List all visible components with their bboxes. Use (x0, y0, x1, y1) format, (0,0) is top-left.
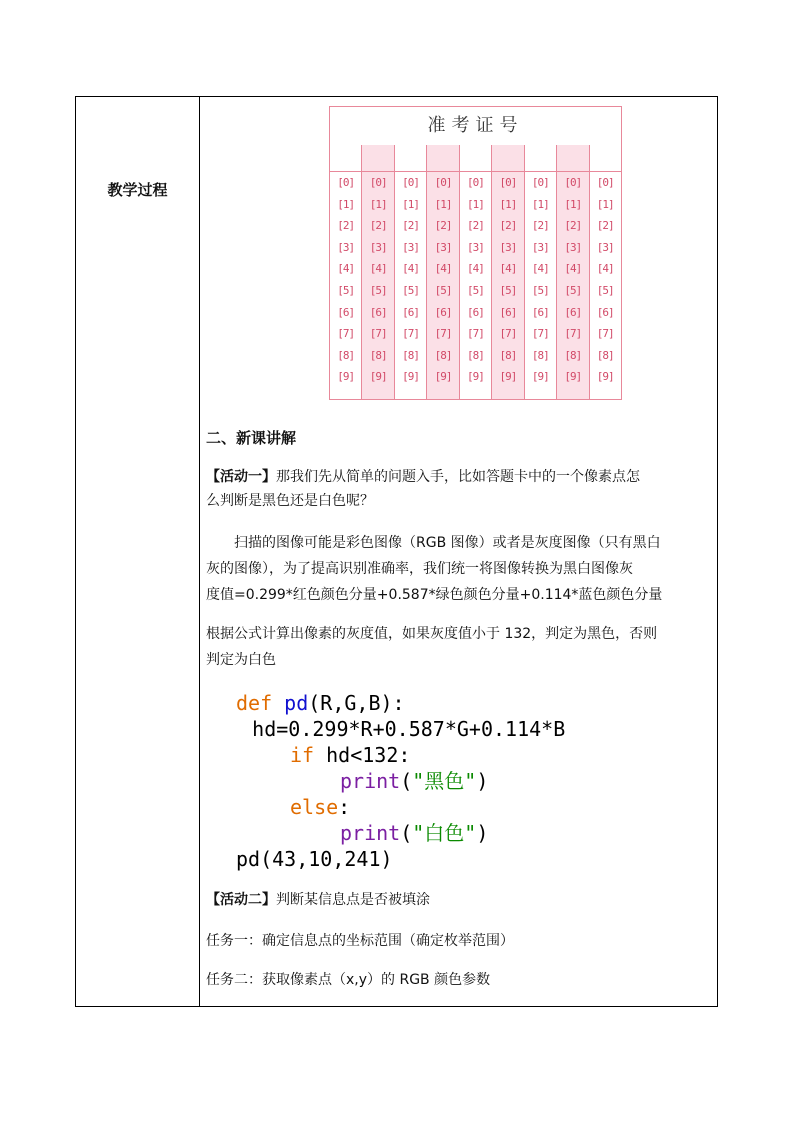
digit-bubble: [0] (564, 176, 582, 189)
sheet-column (395, 145, 427, 399)
digit-bubble: [1] (467, 197, 484, 211)
digit-bubble: [3] (596, 240, 614, 254)
para2-line1: 根据公式计算出像素的灰度值，如果灰度值小于 132，判定为黑色，否则 (206, 626, 658, 642)
digit-bubble: [5] (596, 283, 614, 297)
activity2-line (206, 888, 430, 912)
digit-bubble: [3] (434, 240, 452, 254)
sheet-column (525, 145, 557, 399)
sheet-columns (330, 145, 621, 399)
task2: 任务二：获取像素点（x,y）的 RGB 颜色参数 (206, 972, 491, 988)
digit-bubble: [4] (564, 262, 582, 276)
digit-bubble: [4] (402, 262, 420, 276)
sheet-column-header (492, 145, 523, 172)
digit-bubble: [9] (596, 370, 614, 384)
digit-bubble: [7] (434, 327, 452, 341)
digit-bubble: [6] (402, 305, 420, 319)
sheet-column-header (330, 145, 361, 172)
digit-bubble: [1] (499, 197, 517, 211)
digit-bubble: [9] (434, 370, 452, 384)
digit-bubble: [4] (531, 262, 549, 276)
sheet-column (460, 145, 492, 399)
digit-bubble: [8] (434, 348, 452, 362)
digit-bubble: [9] (467, 370, 484, 384)
digit-bubble: [1] (402, 197, 420, 211)
activity1-line2: 么判断是黑色还是白色呢？ (206, 493, 374, 509)
digit-bubble: [2] (337, 219, 355, 233)
digit-bubble: [1] (596, 197, 614, 211)
digit-bubble: [5] (467, 283, 484, 297)
code-block (204, 690, 566, 872)
sheet-column-header (460, 145, 491, 172)
digit-bubble: [4] (596, 262, 614, 276)
digit-bubble: [9] (369, 370, 387, 384)
digit-bubble: [5] (531, 283, 549, 297)
activity2-text: 判断某信息点是否被填涂 (276, 892, 430, 908)
sheet-column (427, 145, 459, 399)
sheet-column-header (590, 145, 621, 172)
digit-bubble: [4] (369, 262, 387, 276)
sheet-column-header (362, 145, 393, 172)
code-line-5: else: (290, 795, 351, 819)
digit-bubble: [5] (499, 283, 517, 297)
digit-bubble: [0] (499, 176, 517, 189)
activity2-tag: 【活动二】 (206, 892, 276, 908)
digit-bubble: [4] (434, 262, 452, 276)
digit-bubble: [2] (531, 219, 549, 233)
digit-bubble: [8] (499, 348, 517, 362)
task1: 任务一：确定信息点的坐标范围（确定枚举范围） (206, 933, 514, 949)
sheet-column (330, 145, 362, 399)
para1-line3: 度值=0.299*红色颜色分量+0.587*绿色颜色分量+0.114*蓝色颜色分量 (206, 587, 663, 603)
digit-bubble: [3] (531, 240, 549, 254)
sheet-column-header (395, 145, 426, 172)
digit-bubble: [8] (564, 348, 582, 362)
digit-bubble: [3] (467, 240, 484, 254)
digit-bubble: [6] (434, 305, 452, 319)
digit-bubble: [9] (337, 370, 355, 384)
digit-bubble: [6] (531, 305, 549, 319)
answer-sheet-image (329, 106, 622, 400)
digit-bubble: [7] (596, 327, 614, 341)
digit-bubble: [8] (337, 348, 355, 362)
digit-bubble: [2] (434, 219, 452, 233)
digit-bubble: [2] (499, 219, 517, 233)
code-line-1: def pd(R,G,B): (236, 691, 405, 715)
sheet-title: 准考证号 (330, 107, 621, 146)
digit-bubble: [9] (402, 370, 420, 384)
sheet-column (590, 145, 621, 399)
digit-bubble: [6] (564, 305, 582, 319)
digit-bubble: [7] (402, 327, 420, 341)
digit-bubble: [0] (369, 176, 387, 189)
sheet-column (492, 145, 524, 399)
code-line-2: hd=0.299*R+0.587*G+0.114*B (204, 717, 566, 741)
sheet-column-header (557, 145, 588, 172)
code-line-7: pd(43,10,241) (236, 847, 393, 871)
activity1-line1 (206, 465, 640, 489)
digit-bubble: [5] (434, 283, 452, 297)
digit-bubble: [7] (337, 327, 355, 341)
digit-bubble: [2] (402, 219, 420, 233)
digit-bubble: [6] (369, 305, 387, 319)
para1-line2: 灰的图像），为了提高识别准确率，我们统一将图像转换为黑白图像灰 (206, 561, 633, 577)
sheet-column-header (427, 145, 458, 172)
left-label: 教学过程 (107, 181, 168, 199)
digit-bubble: [9] (499, 370, 517, 384)
digit-bubble: [0] (434, 176, 452, 189)
digit-bubble: [0] (596, 176, 614, 189)
digit-bubble: [2] (564, 219, 582, 233)
digit-bubble: [4] (499, 262, 517, 276)
digit-bubble: [5] (402, 283, 420, 297)
digit-bubble: [7] (564, 327, 582, 341)
para1-line1: 扫描的图像可能是彩色图像（RGB 图像）或者是灰度图像（只有黑白 (234, 535, 661, 551)
sheet-column-header (525, 145, 556, 172)
digit-bubble: [6] (337, 305, 355, 319)
sheet-column (362, 145, 394, 399)
digit-bubble: [1] (531, 197, 549, 211)
digit-bubble: [7] (369, 327, 387, 341)
digit-bubble: [7] (467, 327, 484, 341)
section-heading: 二、新课讲解 (206, 429, 297, 447)
digit-bubble: [6] (499, 305, 517, 319)
digit-bubble: [3] (402, 240, 420, 254)
digit-bubble: [1] (564, 197, 582, 211)
digit-bubble: [7] (531, 327, 549, 341)
digit-bubble: [0] (531, 176, 549, 189)
digit-bubble: [0] (467, 176, 484, 189)
digit-bubble: [9] (531, 370, 549, 384)
digit-bubble: [8] (369, 348, 387, 362)
code-line-4: print("黑色") (340, 769, 489, 793)
code-line-6: print("白色") (340, 821, 489, 845)
digit-bubble: [0] (402, 176, 420, 189)
digit-bubble: [1] (337, 197, 355, 211)
digit-bubble: [0] (337, 176, 355, 189)
activity1-text: 那我们先从简单的问题入手，比如答题卡中的一个像素点怎 (276, 469, 640, 485)
digit-bubble: [9] (564, 370, 582, 384)
digit-bubble: [6] (467, 305, 484, 319)
digit-bubble: [8] (596, 348, 614, 362)
digit-bubble: [2] (596, 219, 614, 233)
digit-bubble: [2] (467, 219, 484, 233)
digit-bubble: [8] (467, 348, 484, 362)
digit-bubble: [3] (564, 240, 582, 254)
digit-bubble: [3] (499, 240, 517, 254)
digit-bubble: [4] (467, 262, 484, 276)
activity1-tag: 【活动一】 (206, 469, 276, 485)
digit-bubble: [1] (369, 197, 387, 211)
digit-bubble: [1] (434, 197, 452, 211)
digit-bubble: [5] (369, 283, 387, 297)
digit-bubble: [7] (499, 327, 517, 341)
digit-bubble: [5] (564, 283, 582, 297)
digit-bubble: [6] (596, 305, 614, 319)
digit-bubble: [3] (369, 240, 387, 254)
code-line-3: if hd<132: (290, 743, 411, 767)
digit-bubble: [8] (402, 348, 420, 362)
para2-line2: 判定为白色 (206, 652, 276, 668)
digit-bubble: [8] (531, 348, 549, 362)
sheet-column (557, 145, 589, 399)
column-divider (199, 97, 200, 1006)
digit-bubble: [5] (337, 283, 355, 297)
digit-bubble: [2] (369, 219, 387, 233)
digit-bubble: [4] (337, 262, 355, 276)
digit-bubble: [3] (337, 240, 355, 254)
